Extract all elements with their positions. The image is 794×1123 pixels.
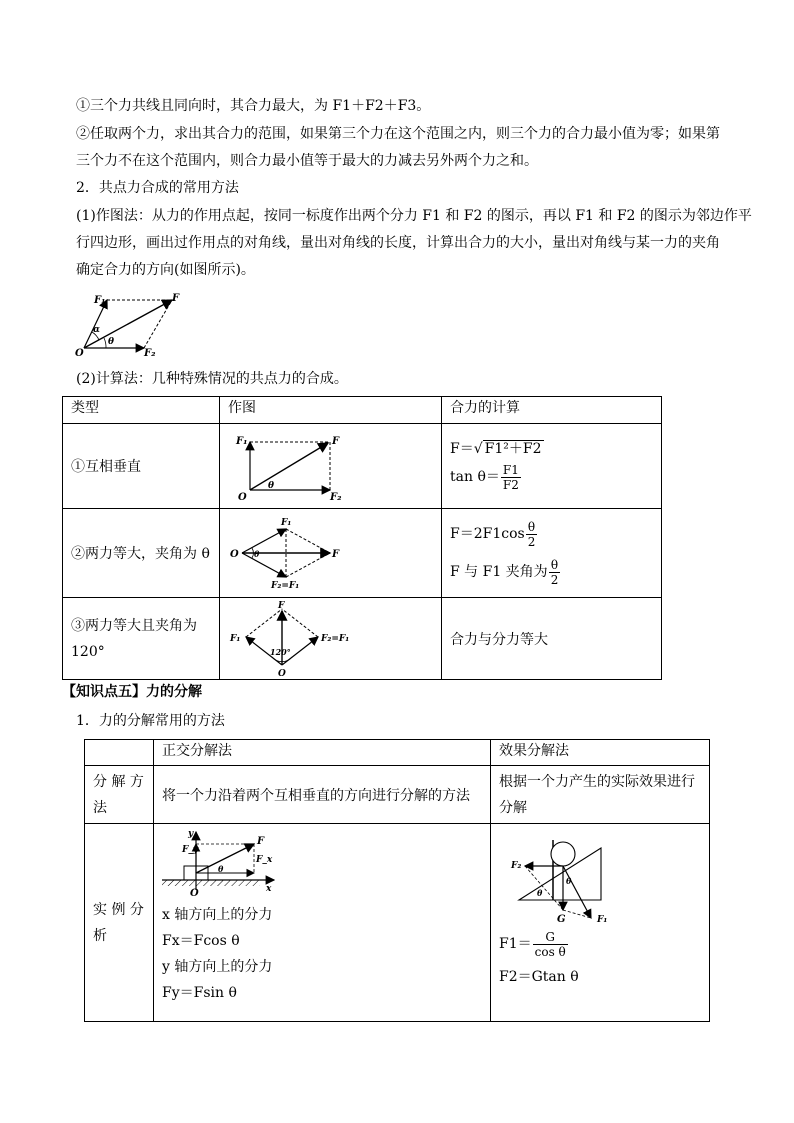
label-x: x <box>266 884 272 894</box>
label-theta: θ <box>254 549 260 559</box>
label-F: F <box>332 549 340 560</box>
paragraph-graphical-a: (1)作图法：从力的作用点起，按同一标度作出两个分力 F1 和 F2 的图示，再以 F1 和 F2 的图示为邻边作平 <box>76 208 752 224</box>
effect-method-desc: 根据一个力产生的实际效果进行 分解 <box>491 766 710 824</box>
label-O: O <box>238 492 247 502</box>
effect-f1-formula: F1＝ $\frac{G}{\text{cos θ}}$ <box>499 929 566 959</box>
label-F: F <box>332 436 340 447</box>
calc-120: 合力与分力等大 <box>442 598 662 680</box>
label-F: F <box>172 293 180 304</box>
label-theta: θ <box>218 864 224 874</box>
calc-perpendicular: F＝√ F1²＋F2 tan θ＝ $\frac{F1}{F2}$ <box>442 424 662 509</box>
label-F1: F₁ <box>236 436 248 447</box>
label-F2: F₂ <box>144 348 156 359</box>
ortho-line-3: y 轴方向上的分力 <box>162 959 273 975</box>
paragraph-graphical-b: 行四边形，画出过作用点的对角线，量出对角线的长度，计算出合力的大小，量出对角线与某一力的夹角 <box>76 235 720 251</box>
label-F2: F₂=F₁ <box>271 581 300 591</box>
ortho-line-4: Fy＝Fsin θ <box>162 985 237 1001</box>
effect-figure <box>499 838 629 924</box>
orthogonal-figure <box>162 828 292 898</box>
label-O: O <box>278 668 286 677</box>
figure-120 <box>226 601 366 677</box>
header-calculation: 合力的计算 <box>442 397 662 424</box>
label-O: O <box>190 888 199 898</box>
section-heading-methods: 2．共点力合成的常用方法 <box>76 180 239 196</box>
type-120: ③两力等大且夹角为 120° <box>63 598 220 680</box>
label-F1: F₁ <box>597 915 608 924</box>
label-F: F <box>278 600 285 611</box>
orthogonal-method-desc: 将一个力沿着两个互相垂直的方向进行分解的方法 <box>154 766 491 824</box>
ortho-line-2: Fx＝Fcos θ <box>162 933 240 949</box>
figure-cell-perpendicular <box>220 424 442 509</box>
decomposition-table <box>84 739 710 1022</box>
label-F: F <box>257 836 265 847</box>
label-Fy: F_y <box>182 845 199 855</box>
paragraph-calculation: (2)计算法：几种特殊情况的共点力的合成。 <box>76 371 348 387</box>
header-type: 类型 <box>63 397 220 424</box>
label-G: G <box>557 914 566 924</box>
label-theta-incline: θ <box>537 888 543 898</box>
composition-table <box>62 396 662 680</box>
effect-f2-formula: F2＝Gtan θ <box>499 969 579 985</box>
figure-cell-equal-angle <box>220 509 442 598</box>
paragraph-min-resultant-a: ②任取两个力，求出其合力的范围，如果第三个力在这个范围之内，则三个力的合力最小值为零；如果第 <box>76 126 720 142</box>
label-F2: F₂ <box>330 492 342 502</box>
label-O: O <box>230 549 239 560</box>
label-Fx: F_x <box>256 855 273 865</box>
label-F2: F₂=F₁ <box>321 633 350 644</box>
header-figure: 作图 <box>220 397 442 424</box>
effect-example <box>491 824 710 1022</box>
label-theta: θ <box>108 337 115 347</box>
label-y: y <box>188 829 194 839</box>
label-F1: F₁ <box>230 633 241 644</box>
rhombus-figure <box>226 515 366 591</box>
header-orthogonal: 正交分解法 <box>154 740 491 766</box>
section-title-decomposition: 【知识点五】力的分解 <box>62 684 202 700</box>
paragraph-graphical-c: 确定合力的方向(如图所示)。 <box>76 262 255 278</box>
ortho-line-1: x 轴方向上的分力 <box>162 907 273 923</box>
label-alpha: α <box>93 325 100 335</box>
label-F2: F₂ <box>511 861 522 871</box>
header-effect: 效果分解法 <box>491 740 710 766</box>
paragraph-max-resultant: ①三个力共线且同向时，其合力最大，为 F1＋F2＋F3。 <box>76 98 431 114</box>
figure-cell-120 <box>220 598 442 680</box>
orthogonal-example <box>154 824 491 1022</box>
label-theta: θ <box>268 481 275 491</box>
calc-equal-angle: F＝2F1cos $\frac{\theta}{2}$ F 与 F1 夹角为 $\frac{\theta}{2}$ <box>442 509 662 598</box>
paragraph-min-resultant-b: 三个力不在这个范围内，则合力最小值等于最大的力减去另外两个力之和。 <box>76 153 538 169</box>
section-subtitle-methods: 1．力的分解常用的方法 <box>76 713 225 729</box>
label-F1: F₁ <box>281 518 292 528</box>
label-120: 120° <box>270 646 291 657</box>
type-perpendicular: ①互相垂直 <box>63 424 220 509</box>
label-F1: F₁ <box>94 295 106 306</box>
label-method: 分 解 方 法 <box>85 766 154 824</box>
label-example: 实 例 分 析 <box>85 824 154 1022</box>
perpendicular-figure <box>230 430 350 502</box>
parallelogram-figure <box>74 288 186 360</box>
label-O: O <box>75 348 84 359</box>
header-blank <box>85 740 154 766</box>
type-equal-angle: ②两力等大，夹角为 θ <box>63 509 220 598</box>
label-theta-force: θ <box>566 876 572 886</box>
